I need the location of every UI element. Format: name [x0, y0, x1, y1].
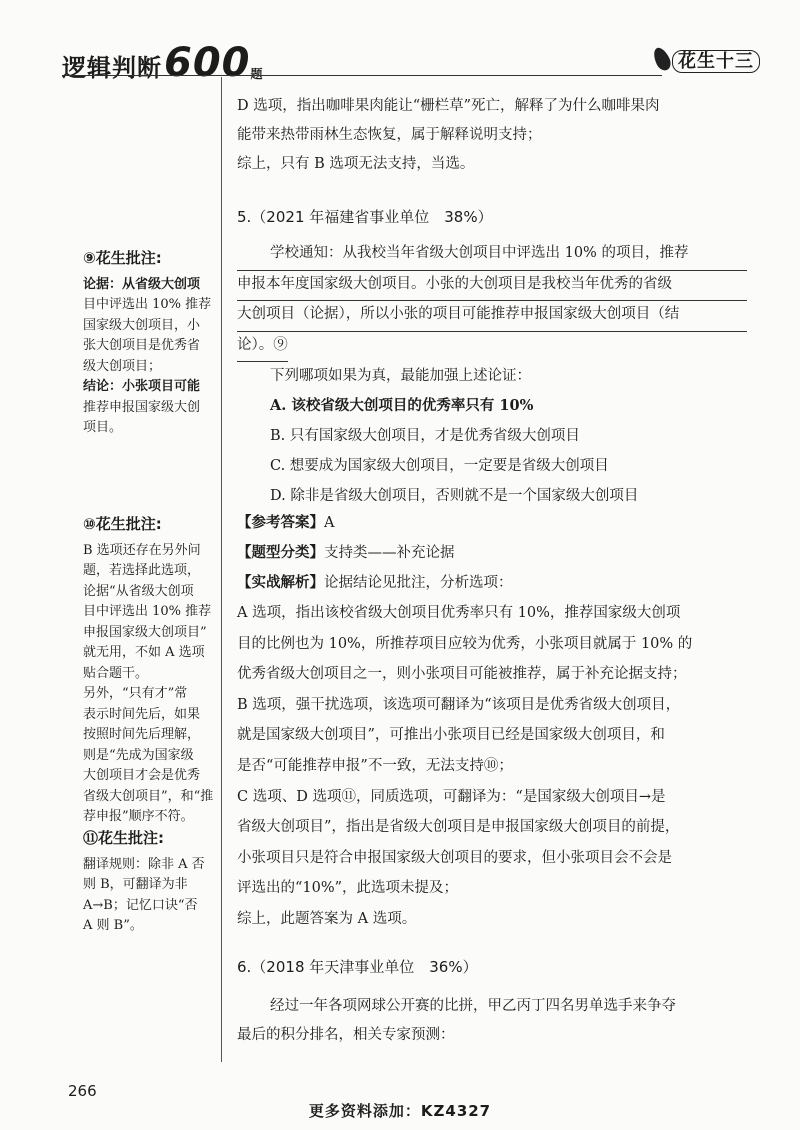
question-5-options: [237, 361, 747, 511]
option-c: C. 想要成为国家级大创项目，一定要是省级大创项目: [270, 458, 609, 474]
side-note-9: ⑨花生批注: 论据：从省级大创项 目中评选出 10% 推荐 国家级大创项目，小 张大创项目是优秀省 级大创项目； 结论：小张项目可能 推荐申报国家级大创 项目。: [83, 249, 212, 435]
previous-question-tail: D 选项，指出咖啡果肉能让“栅栏草”死亡，解释了为什么咖啡果肉 能带来热带雨林生态恢复，属于解释说明支持； 综上，只有 B 选项无法支持，当选。: [237, 98, 660, 172]
page-number: 266: [68, 1082, 97, 1100]
book-title: 逻辑判断600题: [62, 40, 264, 86]
header-rule: [62, 75, 662, 76]
question-5-heading: 5.（2021 年福建省事业单位 38%）: [237, 208, 493, 226]
footer-contact: 更多资料添加：KZ4327: [308, 1102, 492, 1120]
peanut-icon: [651, 45, 674, 73]
question-5-analysis: A 选项，指出该校省级大创项目优秀率只有 10%，推荐国家级大创项 目的比例也为 10%，所推荐项目应较为优秀，小张项目就属于 10% 的 优秀省级大创项目之一，则小张项目可能被推荐，属于补充论据支持； B 选项，强干扰选项，该选项可翻译为“该项目是优秀省级大创项目， 就是国家级大创项目”，可推出小张项目已经是国家级大创项目，和 是否“可能推荐申报”不一致，无法支持⑩； C 选项、D 选项⑪，同质选项，可翻译为：“是国家级大创项目→是 省级大创项目”，指出是省级大创项目是申报国家级大创项目的前提， 小张项目只是符合申报国家级大创项目的要求，但小张项目会不会是 评选出的“10%”，此选项未提及； 综上，此题答案为 A 选项。: [237, 605, 693, 927]
question-prompt: 下列哪项如果为真，最能加强上述论证：: [270, 368, 531, 384]
column-divider: [221, 77, 222, 1062]
side-note-10: ⑩花生批注: B 选项还存在另外问 题，若选择此选项， 论据“从省级大创项 目中评选出 10% 推荐 申报国家级大创项目” 就无用，不如 A 选项 贴合题干。 另外，“只有才”常 表示时间先后，如果 按照时间先后理解， 则是“先成为国家级 大创项目才会是优秀 省级大创项目”，和“推 荐申报”顺序不符。: [83, 515, 214, 824]
option-b: B. 只有国家级大创项目，才是优秀省级大创项目: [270, 428, 580, 444]
side-note-11: ⑪花生批注: 翻译规则：除非 A 否 则 B，可翻译为非 A→B；记忆口诀“否 A 则 B”。: [83, 829, 205, 933]
question-5-stem: 学校通知：从我校当年省级大创项目中评选出 10% 的项目，推荐 申报本年度国家级大创项目。小张的大创项目是我校当年优秀的省级 大创项目（论据），所以小张的项目可能推荐申报国家级大创项目（结 论）。⑨: [237, 240, 747, 362]
author-logo: 花生十三: [655, 47, 760, 73]
option-a: A. 该校省级大创项目的优秀率只有 10%: [270, 397, 534, 414]
question-5-answer: 【参考答案】A 【题型分类】支持类——补充论据 【实战解析】论据结论见批注，分析选项：: [237, 515, 513, 591]
question-6-heading: 6.（2018 年天津事业单位 36%）: [237, 958, 478, 976]
question-6-stem: 经过一年各项网球公开赛的比拼，甲乙丙丁四名男单选手来争夺 最后的积分排名，相关专家预测：: [237, 998, 676, 1043]
option-d: D. 除非是省级大创项目，否则就不是一个国家级大创项目: [270, 488, 639, 504]
